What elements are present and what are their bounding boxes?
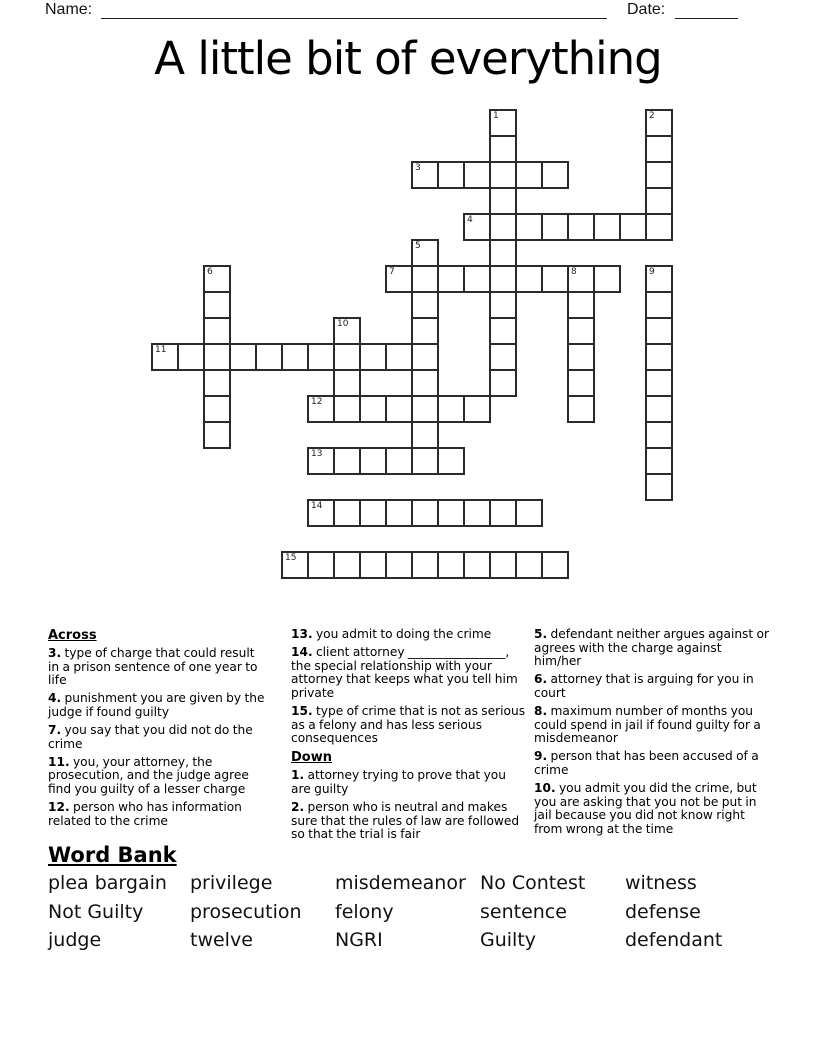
crossword-grid (151, 109, 673, 579)
clue-across-11: 11. you, your attorney, the prosecution, and the judge agree find you guilty of a lesser charge (48, 754, 249, 796)
grid-cell[interactable] (541, 551, 569, 579)
grid-cell[interactable] (411, 161, 439, 189)
clue-down-5: 5. defendant neither argues against or agrees with the charge against him/her (534, 627, 770, 669)
name-label: Name: (45, 1, 93, 18)
grid-cell[interactable] (333, 499, 361, 527)
grid-cell-number: 7 (389, 267, 395, 277)
grid-cell[interactable] (567, 291, 595, 319)
grid-cell[interactable] (463, 499, 491, 527)
clue-down-10: 10. you admit you did the crime, but you are asking that you not be put in jail because you did not know right from wrong at the time (534, 780, 757, 836)
grid-cell[interactable] (619, 213, 647, 241)
grid-cell[interactable] (489, 369, 517, 397)
grid-cell[interactable] (645, 447, 673, 475)
grid-cell[interactable] (307, 551, 335, 579)
grid-cell[interactable] (385, 499, 413, 527)
grid-cell[interactable] (463, 265, 491, 293)
word-bank-item: judge (48, 929, 102, 951)
grid-cell[interactable] (515, 499, 543, 527)
grid-cell[interactable] (333, 317, 361, 345)
grid-cell[interactable] (281, 343, 309, 371)
clue-column-2 (291, 628, 529, 846)
grid-cell[interactable] (489, 551, 517, 579)
grid-cell[interactable] (437, 551, 465, 579)
clue-across-7: 7. you say that you did not do the crime (48, 722, 253, 751)
grid-cell[interactable] (359, 343, 387, 371)
grid-cell[interactable] (385, 265, 413, 293)
grid-cell-number: 12 (311, 397, 323, 407)
grid-cell[interactable] (411, 499, 439, 527)
grid-cell[interactable] (411, 239, 439, 267)
word-bank (48, 872, 788, 958)
grid-cell[interactable] (411, 447, 439, 475)
grid-cell[interactable] (437, 395, 465, 423)
grid-cell[interactable] (411, 317, 439, 345)
grid-cell[interactable] (645, 265, 673, 293)
word-bank-item: Not Guilty (48, 900, 144, 923)
grid-cell[interactable] (489, 239, 517, 267)
clue-down-9: 9. person that has been accused of a crime (534, 749, 759, 777)
grid-cell[interactable] (411, 291, 439, 319)
word-bank-item: defendant (625, 929, 723, 951)
grid-cell-number: 9 (649, 267, 655, 277)
clue-across-12: 12. person who has information related to the crime (48, 799, 242, 828)
word-bank-item: defense (625, 900, 701, 923)
grid-cell[interactable] (203, 343, 231, 371)
grid-cell[interactable] (359, 447, 387, 475)
grid-cell[interactable] (411, 551, 439, 579)
grid-cell[interactable] (203, 395, 231, 423)
grid-cell[interactable] (489, 135, 517, 163)
grid-cell[interactable] (411, 421, 439, 449)
grid-cell[interactable] (411, 395, 439, 423)
grid-cell[interactable] (489, 499, 517, 527)
grid-cell[interactable] (489, 161, 517, 189)
grid-cell[interactable] (567, 317, 595, 345)
grid-cell[interactable] (307, 395, 335, 423)
clue-column-1 (48, 628, 266, 833)
grid-cell[interactable] (645, 213, 673, 241)
grid-cell[interactable] (645, 135, 673, 163)
grid-cell-number: 13 (311, 449, 323, 459)
clue-across-15: 15. type of crime that is not as serious as a felony and has less serious consequences (291, 703, 526, 746)
grid-cell[interactable] (645, 473, 673, 501)
clue-down-6: 6. attorney that is arguing for you in court (534, 672, 754, 700)
grid-cell[interactable] (593, 213, 621, 241)
grid-cell[interactable] (567, 265, 595, 293)
grid-cell[interactable] (333, 447, 361, 475)
clue-across-3: 3. type of charge that could result in a prison sentence of one year to life (48, 646, 258, 688)
grid-cell[interactable] (645, 395, 673, 423)
word-bank-item: plea bargain (48, 872, 167, 894)
grid-cell[interactable] (359, 395, 387, 423)
clue-down-1: 1. attorney trying to prove that you are guilty (291, 768, 506, 796)
grid-cell[interactable] (411, 369, 439, 397)
grid-cell[interactable] (307, 447, 335, 475)
across-heading: Across (48, 628, 97, 643)
clue-down-2: 2. person who is neutral and makes sure that the rules of law are followed so that the trial is fair (291, 799, 520, 842)
grid-cell[interactable] (489, 343, 517, 371)
grid-cell[interactable] (463, 395, 491, 423)
grid-cell[interactable] (255, 343, 283, 371)
grid-cell-number: 3 (415, 163, 421, 173)
clue-across-13: 13. you admit to doing the crime (291, 627, 492, 641)
grid-cell-number: 10 (337, 319, 349, 329)
grid-cell[interactable] (645, 317, 673, 345)
grid-cell[interactable] (489, 109, 517, 137)
grid-cell[interactable] (645, 109, 673, 137)
grid-cell[interactable] (489, 213, 517, 241)
grid-cell-number: 15 (285, 553, 297, 563)
grid-cell[interactable] (645, 291, 673, 319)
grid-cell[interactable] (463, 213, 491, 241)
grid-cell[interactable] (359, 551, 387, 579)
grid-cell[interactable] (203, 421, 231, 449)
clue-down-8: 8. maximum number of months you could spend in jail if found guilty for a misdemeanor (534, 703, 761, 746)
grid-cell[interactable] (333, 343, 361, 371)
grid-cell[interactable] (515, 161, 543, 189)
word-bank-item: NGRI (335, 929, 383, 951)
grid-cell[interactable] (307, 343, 335, 371)
grid-cell[interactable] (489, 187, 517, 215)
grid-cell-number: 14 (311, 501, 323, 511)
grid-cell[interactable] (541, 265, 569, 293)
clue-across-4: 4. punishment you are given by the judge if found guilty (48, 691, 265, 719)
word-bank-item: twelve (190, 929, 253, 951)
grid-cell[interactable] (645, 369, 673, 397)
grid-cell-number: 8 (571, 267, 577, 277)
word-bank-item: misdemeanor (335, 872, 466, 894)
grid-cell[interactable] (203, 369, 231, 397)
grid-cell[interactable] (437, 499, 465, 527)
grid-cell-number: 11 (155, 345, 167, 355)
grid-cell[interactable] (203, 317, 231, 345)
grid-cell[interactable] (333, 395, 361, 423)
grid-cell-number: 4 (467, 215, 473, 225)
grid-cell[interactable] (333, 369, 361, 397)
grid-cell[interactable] (489, 317, 517, 345)
grid-cell[interactable] (567, 369, 595, 397)
word-bank-item: felony (335, 900, 394, 923)
grid-cell[interactable] (567, 213, 595, 241)
grid-cell[interactable] (385, 447, 413, 475)
grid-cell[interactable] (411, 343, 439, 371)
grid-cell[interactable] (385, 343, 413, 371)
grid-cell[interactable] (177, 343, 205, 371)
grid-cell[interactable] (515, 265, 543, 293)
grid-cell[interactable] (489, 265, 517, 293)
grid-cell[interactable] (567, 343, 595, 371)
grid-cell-number: 1 (493, 111, 499, 121)
word-bank-item: Guilty (480, 929, 537, 951)
grid-cell[interactable] (515, 213, 543, 241)
word-bank-item: privilege (190, 872, 273, 894)
grid-cell[interactable] (541, 161, 569, 189)
grid-cell[interactable] (385, 551, 413, 579)
word-bank-item: No Contest (480, 872, 586, 894)
clue-column-3 (534, 628, 770, 841)
grid-cell[interactable] (593, 265, 621, 293)
grid-cell[interactable] (359, 499, 387, 527)
word-bank-item: witness (625, 872, 697, 894)
grid-cell[interactable] (307, 499, 335, 527)
grid-cell[interactable] (437, 447, 465, 475)
word-bank-item: prosecution (190, 900, 302, 923)
grid-cell[interactable] (437, 161, 465, 189)
grid-cell[interactable] (645, 187, 673, 215)
grid-cell[interactable] (229, 343, 257, 371)
grid-cell[interactable] (567, 395, 595, 423)
date-label: Date: (627, 1, 666, 18)
name-line[interactable] (101, 1, 607, 19)
grid-cell[interactable] (645, 161, 673, 189)
grid-cell[interactable] (515, 551, 543, 579)
word-bank-item: sentence (480, 900, 567, 923)
grid-cell-number: 6 (207, 267, 213, 277)
grid-cell-number: 5 (415, 241, 421, 251)
grid-cell[interactable] (281, 551, 309, 579)
grid-cell[interactable] (385, 395, 413, 423)
grid-cell[interactable] (411, 265, 439, 293)
grid-cell[interactable] (203, 265, 231, 293)
grid-cell-number: 2 (649, 111, 655, 121)
word-bank-heading: Word Bank (48, 843, 177, 867)
grid-cell[interactable] (645, 343, 673, 371)
grid-cell[interactable] (333, 551, 361, 579)
clue-across-14: 14. client attorney ________________, the special relationship with your attorney that keeps what you tell him private (291, 645, 518, 700)
grid-cell[interactable] (463, 161, 491, 189)
grid-cell[interactable] (437, 265, 465, 293)
grid-cell[interactable] (463, 551, 491, 579)
grid-cell[interactable] (203, 291, 231, 319)
date-line[interactable] (675, 1, 738, 19)
grid-cell[interactable] (645, 421, 673, 449)
grid-cell[interactable] (541, 213, 569, 241)
grid-cell[interactable] (489, 291, 517, 319)
grid-cell[interactable] (151, 343, 179, 371)
page-title: A little bit of everything (154, 32, 662, 85)
down-heading: Down (291, 750, 332, 766)
